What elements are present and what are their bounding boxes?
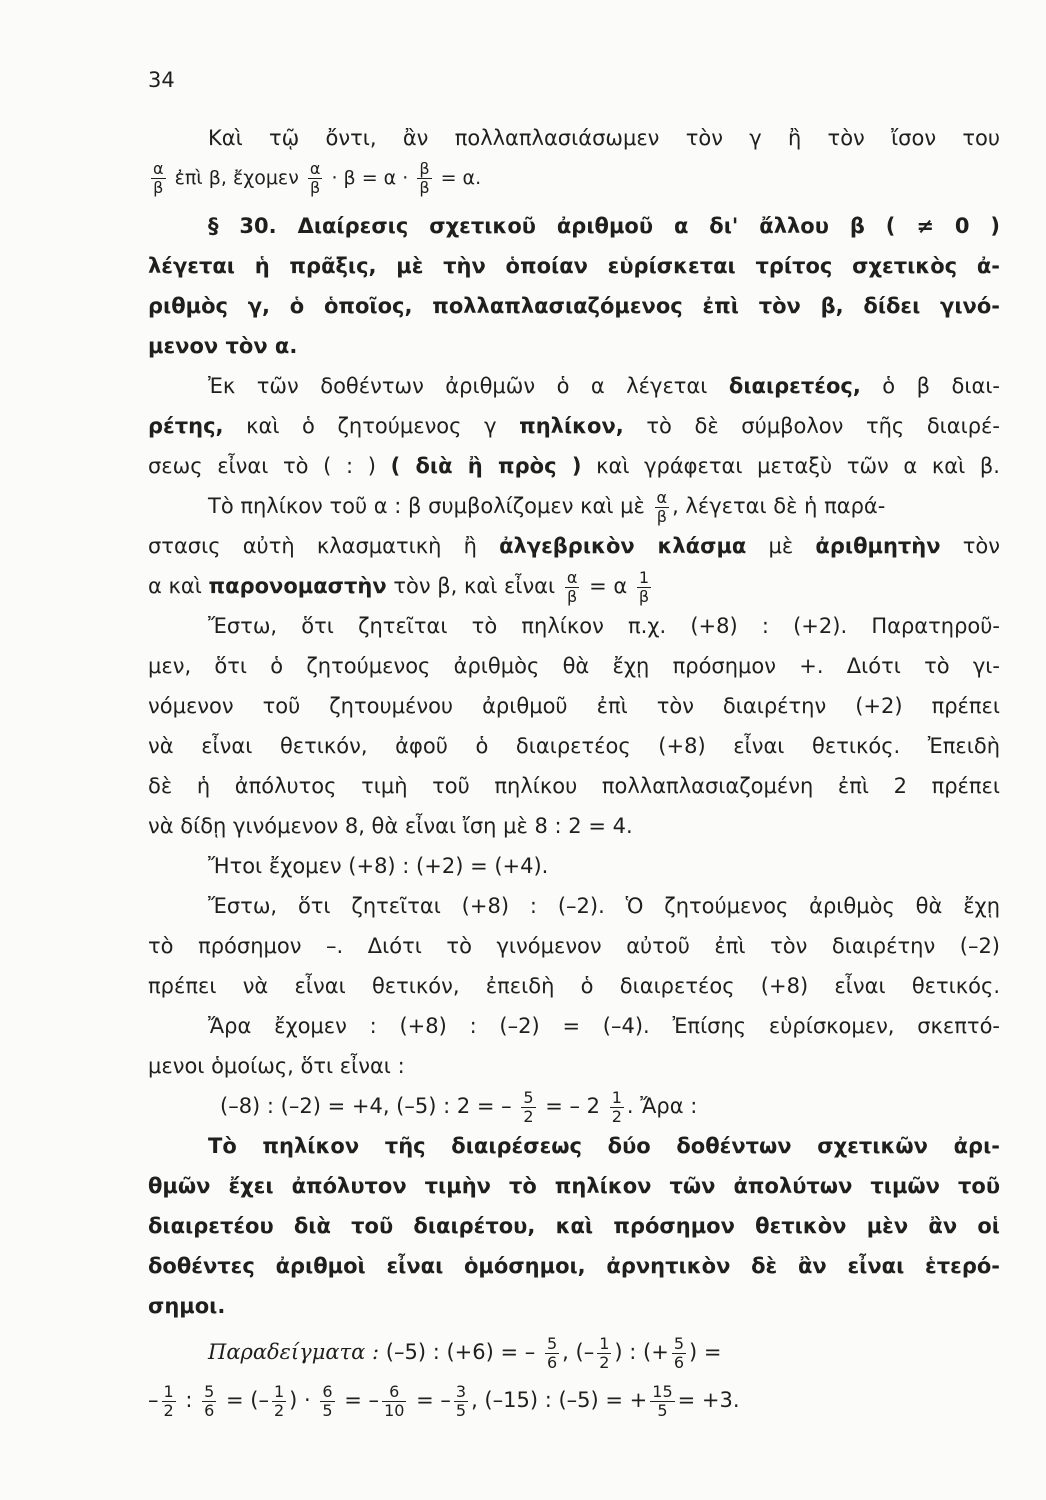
fraction: $\frac{5}{6}$ [204, 1381, 215, 1420]
examples-label: Παραδείγματα : [208, 1340, 380, 1364]
fraction: $\frac{\alpha}{\beta}$ [309, 159, 321, 197]
fraction: $\frac{5}{6}$ [546, 1333, 558, 1372]
section-heading: § 30. Διαίρεσις σχετικοῦ ἀριθμοῦ α δι' ἄλλου β ( ≠ 0 ) [208, 214, 1000, 238]
text-line: νὰ εἶναι θετικόν, ἀφοῦ ὁ διαιρετέος (+8) εἶναι θετικός. Ἐπειδὴ [148, 734, 1000, 758]
fraction: $\frac{5}{2}$ [523, 1087, 534, 1126]
fraction: $\frac{3}{5}$ [455, 1381, 467, 1420]
rule-line: σημοι. [148, 1294, 226, 1318]
text-line: α καὶ παρονομαστὴν τὸν β, καὶ εἶναι $\frac{\alpha}{\beta}$ = α $\frac{1}{\beta}$ [148, 567, 650, 606]
fraction: $\frac{1}{2}$ [273, 1381, 285, 1420]
rule-line: διαιρετέου διὰ τοῦ διαιρέτου, καὶ πρόσημον θετικὸν μὲν ἂν οἱ [148, 1214, 1000, 1238]
fraction: $\frac{\alpha}{\beta}$ [566, 567, 578, 606]
text-line: Ἔστω, ὅτι ζητεῖται (+8) : (–2). Ὁ ζητούμενος ἀριθμὸς θὰ ἔχῃ [208, 894, 1000, 918]
definition-line: λέγεται ἡ πρᾶξις, μὲ τὴν ὁποίαν εὑρίσκεται τρίτος σχετικὸς ἀ- [148, 254, 1000, 278]
definition-line: ριθμὸς γ, ὁ ὁποῖος, πολλαπλασιαζόμενος ἐπὶ τὸν β, δίδει γινό- [148, 294, 1000, 318]
text-line: πρέπει νὰ εἶναι θετικόν, ἐπειδὴ ὁ διαιρετέος (+8) εἶναι θετικός. [148, 974, 1000, 998]
fraction: $\frac{\beta}{\beta}$ [419, 159, 430, 197]
fraction: $\frac{1}{\beta}$ [638, 567, 650, 606]
text-line: μενοι ὁμοίως, ὅτι εἶναι : [148, 1054, 405, 1078]
text-line: ρέτης, καὶ ὁ ζητούμενος γ πηλίκον, τὸ δὲ σύμβολον τῆς διαιρέ- [148, 414, 1000, 438]
fraction: $\frac{6}{5}$ [322, 1381, 333, 1420]
fraction: $\frac{\alpha}{\beta}$ [153, 159, 164, 197]
text-line: Καὶ τῷ ὄντι, ἂν πολλαπλασιάσωμεν τὸν γ ἢ τὸν ἴσον του [208, 126, 1000, 150]
fraction: $\frac{1}{2}$ [611, 1087, 622, 1126]
fraction: $\frac{1}{2}$ [599, 1333, 610, 1372]
text-line: δὲ ἡ ἀπόλυτος τιμὴ τοῦ πηλίκου πολλαπλασιαζομένη ἐπὶ 2 πρέπει [148, 774, 1000, 798]
text-line: νόμενον τοῦ ζητουμένου ἀριθμοῦ ἐπὶ τὸν διαιρέτην (+2) πρέπει [148, 694, 1000, 718]
examples-line: – $\frac{1}{2}$ : $\frac{5}{6}$ = (– $\frac{1}{2}$ ) · $\frac{6}{5}$ = – $\frac{6}{10}$ = – $\frac{3}{5}$ , (–15) : (–5) = + $\frac{15}{5}$ = +3. [148, 1381, 740, 1420]
formula-line: $\frac{\alpha}{\beta}$ ἐπὶ β, ἔχομεν $\frac{\alpha}{\beta}$ · β = α · $\frac{\beta}{\beta}$ = α. [153, 159, 482, 197]
text-line: σεως εἶναι τὸ ( : ) ( διὰ ἢ πρὸς ) καὶ γράφεται μεταξὺ τῶν α καὶ β. [148, 454, 1000, 478]
examples-line: Παραδείγματα : (–5) : (+6) = – $\frac{5}{6}$ , (– $\frac{1}{2}$ ) : (+ $\frac{5}{6}$ ) = [208, 1333, 722, 1372]
fraction: $\frac{5}{6}$ [673, 1333, 685, 1372]
rule-line: Τὸ πηλίκον τῆς διαιρέσεως δύο δοθέντων σχετικῶν ἀρι- [208, 1134, 1000, 1158]
page-body [148, 118, 1000, 1420]
text-line: Ἤτοι ἔχομεν (+8) : (+2) = (+4). [208, 854, 549, 878]
formula-line: (–8) : (–2) = +4, (–5) : 2 = – $\frac{5}{2}$ = – 2 $\frac{1}{2}$ . Ἄρα : [220, 1087, 698, 1126]
text-line: στασις αὐτὴ κλασματικὴ ἢ ἀλγεβρικὸν κλάσμα μὲ ἀριθμητὴν τὸν [148, 534, 1000, 558]
fraction: $\frac{15}{5}$ [652, 1381, 673, 1420]
fraction: $\frac{\alpha}{\beta}$ [656, 487, 668, 526]
text-line: Ἔστω, ὅτι ζητεῖται τὸ πηλίκον π.χ. (+8) : (+2). Παρατηροῦ- [208, 614, 1000, 638]
text-line: Τὸ πηλίκον τοῦ α : β συμβολίζομεν καὶ μὲ $\frac{\alpha}{\beta}$ , λέγεται δὲ ἡ παρά- [208, 487, 886, 526]
text-line: νὰ δίδῃ γινόμενον 8, θὰ εἶναι ἴση μὲ 8 : 2 = 4. [148, 814, 633, 838]
fraction: $\frac{1}{2}$ [163, 1381, 174, 1420]
page-number: 34 [148, 68, 175, 92]
text-line: τὸ πρόσημον –. Διότι τὸ γινόμενον αὐτοῦ ἐπὶ τὸν διαιρέτην (–2) [148, 934, 1000, 958]
text-line: μεν, ὅτι ὁ ζητούμενος ἀριθμὸς θὰ ἔχῃ πρόσημον +. Διότι τὸ γι- [148, 654, 1000, 678]
definition-line: μενον τὸν α. [148, 334, 298, 358]
rule-line: θμῶν ἔχει ἀπόλυτον τιμὴν τὸ πηλίκον τῶν ἀπολύτων τιμῶν τοῦ [148, 1174, 1000, 1198]
rule-line: δοθέντες ἀριθμοὶ εἶναι ὁμόσημοι, ἀρνητικὸν δὲ ἂν εἶναι ἑτερό- [148, 1254, 1000, 1278]
text-line: Ἐκ τῶν δοθέντων ἀριθμῶν ὁ α λέγεται διαιρετέος, ὁ β διαι- [208, 374, 1000, 398]
fraction: $\frac{6}{10}$ [384, 1381, 405, 1420]
text-line: Ἄρα ἔχομεν : (+8) : (–2) = (–4). Ἐπίσης εὑρίσκομεν, σκεπτό- [208, 1014, 1000, 1038]
